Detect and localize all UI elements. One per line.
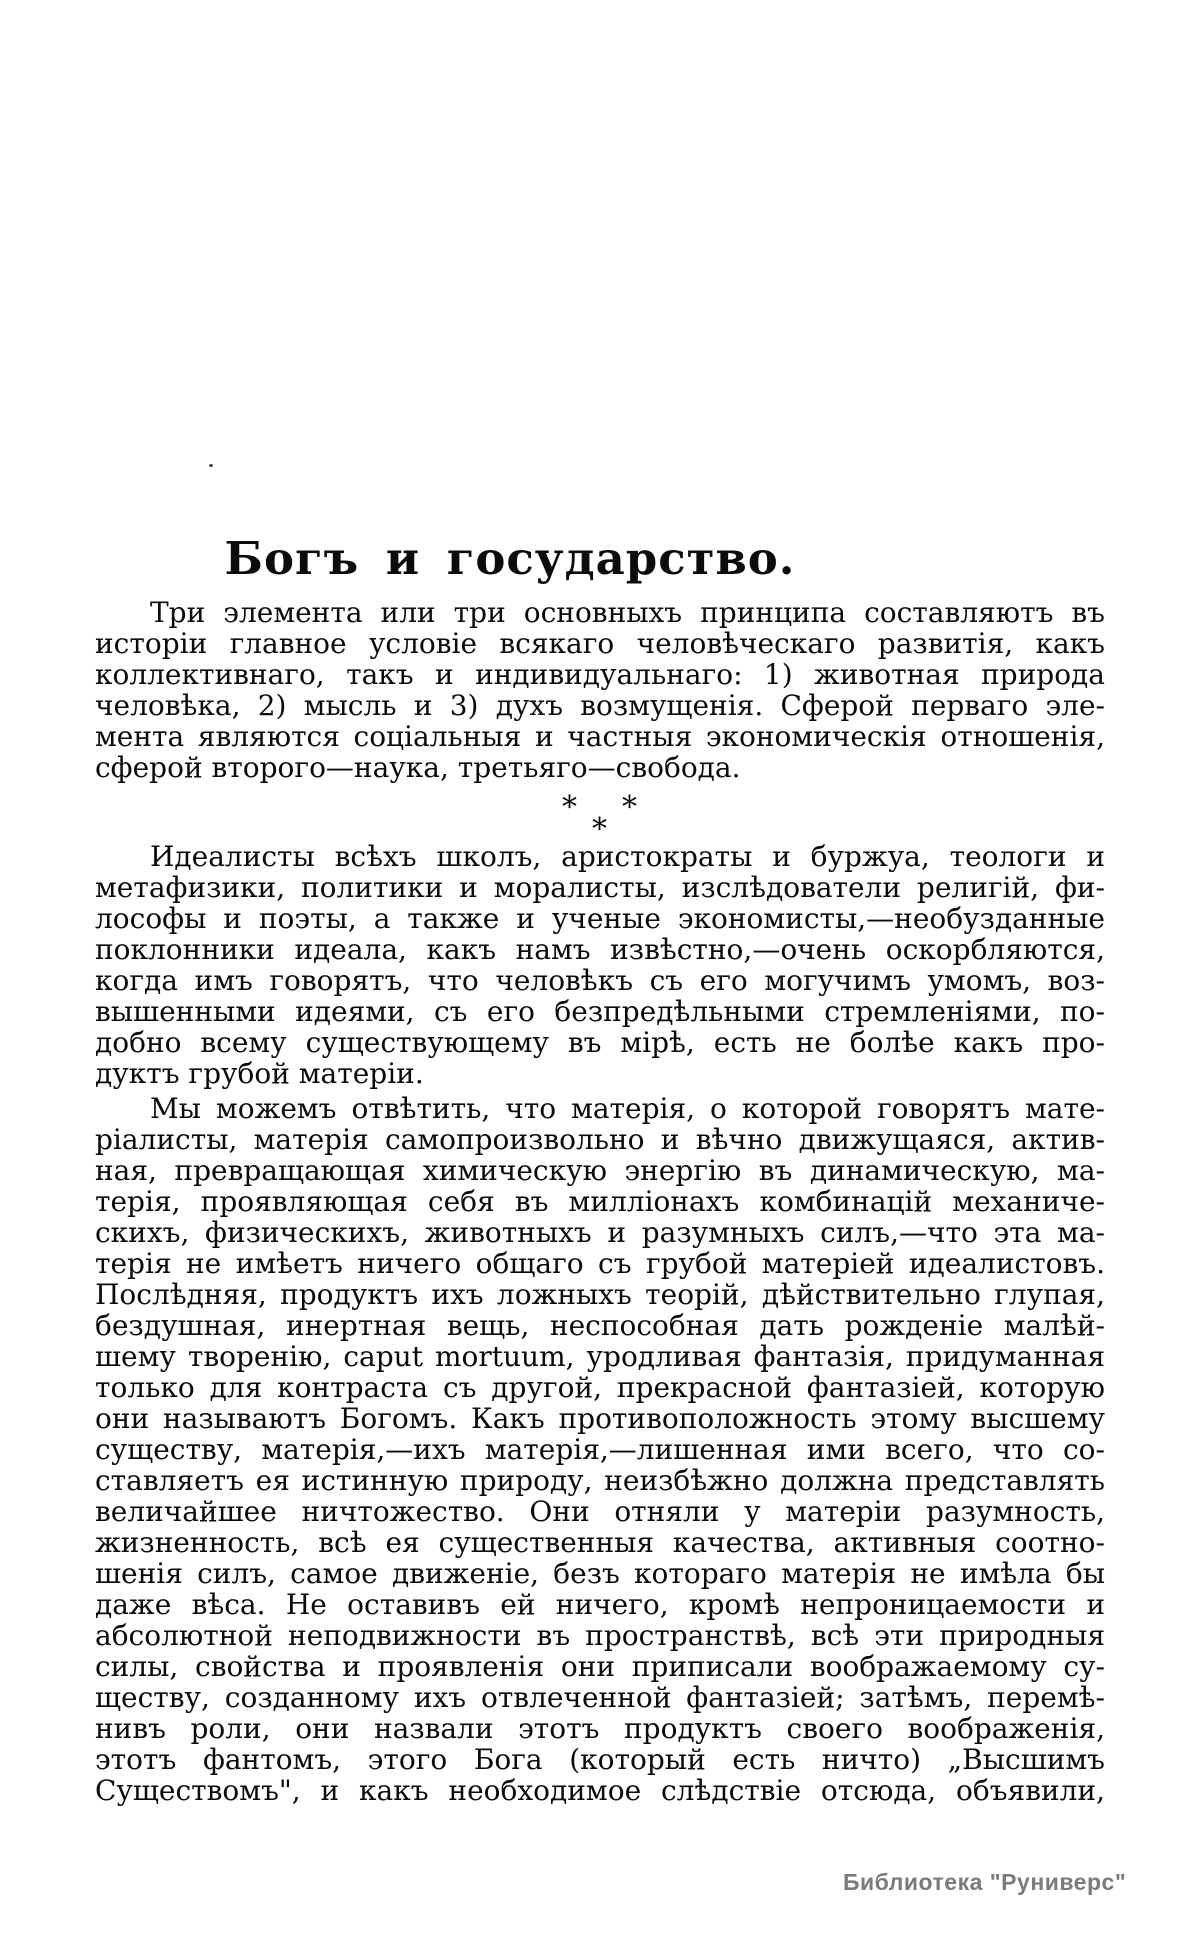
text-line: скихъ, физическихъ, животныхъ и разумныхъ силъ,—что эта ма- <box>95 1216 1105 1249</box>
text-line: терія не имѣетъ ничего общаго съ грубой матеріей идеалистовъ. <box>95 1247 1105 1280</box>
text-line: шему творенію, caput mortuum, уродливая фантазія, придуманная <box>95 1340 1105 1373</box>
page-title: Богъ и государство. <box>224 532 796 586</box>
text-line: терія, проявляющая себя въ милліонахъ комбинацій механиче- <box>95 1185 1105 1218</box>
asterisk-icon: * <box>622 790 637 825</box>
text-line: дуктъ грубой матеріи. <box>95 1057 424 1090</box>
text-line: лософы и поэты, а также и ученые экономисты,—необузданные <box>95 902 1105 935</box>
text-line: добно всему существующему въ мірѣ, есть не болѣе какъ про- <box>95 1026 1105 1059</box>
text-line: Послѣдняя, продуктъ ихъ ложныхъ теорій, дѣйствительно глупая, <box>95 1278 1105 1311</box>
text-line: когда имъ говорятъ, что человѣкъ съ его могучимъ умомъ, воз- <box>95 964 1105 997</box>
watermark-label: Библиотека "Руниверс" <box>843 1869 1127 1895</box>
text-line: бездушная, инертная вещь, неспособная дать рожденіе малѣй- <box>95 1309 1105 1342</box>
text-line: коллективнаго, такъ и индивидуальнаго: 1) животная природа <box>95 658 1105 691</box>
asterisk-icon: * <box>592 812 607 847</box>
text-line: силы, свойства и проявленія они приписали воображаемому су- <box>95 1650 1105 1683</box>
paragraph-1 <box>95 597 1105 783</box>
text-line: Мы можемъ отвѣтить, что матерія, о которой говорятъ мате- <box>150 1092 1105 1125</box>
text-line: этотъ фантомъ, этого Бога (который есть ничто) „Высшимъ <box>95 1743 1105 1776</box>
scan-speck <box>209 464 213 467</box>
text-line: они называютъ Богомъ. Какъ противоположность этому высшему <box>95 1402 1105 1435</box>
text-line: человѣка, 2) мысль и 3) духъ возмущенія. Сферой перваго эле- <box>95 689 1105 722</box>
text-line: ріалисты, матерія самопроизвольно и вѣчно движущаяся, актив- <box>95 1123 1105 1156</box>
text-line: существу, матерія,—ихъ матерія,—лишенная ими всего, что со- <box>95 1433 1105 1466</box>
text-line: даже вѣса. Не оставивъ ей ничего, кромѣ непроницаемости и <box>95 1588 1105 1621</box>
text-line: шенія силъ, самое движеніе, безъ котораго матерія не имѣла бы <box>95 1557 1105 1590</box>
text-line: ная, превращающая химическую энергію въ динамическую, ма- <box>95 1154 1105 1187</box>
text-line: Три элемента или три основныхъ принципа составляютъ въ <box>150 596 1105 629</box>
text-line: вышенными идеями, съ его безпредѣльными стремленіями, по- <box>95 995 1105 1028</box>
text-line: Идеалисты всѣхъ школъ, аристократы и буржуа, теологи и <box>150 840 1105 873</box>
text-line: сферой второго—наука, третьяго—свобода. <box>95 751 741 784</box>
asterisk-icon: * <box>562 790 577 825</box>
text-line: метафизики, политики и моралисты, изслѣдователи религій, фи- <box>95 871 1105 904</box>
text-line: ставляетъ ея истинную природу, неизбѣжно должна представлять <box>95 1464 1105 1497</box>
text-line: величайшее ничтожество. Они отняли у матеріи разумность, <box>95 1495 1105 1528</box>
text-line: нивъ роли, они назвали этотъ продуктъ своего воображенія, <box>95 1712 1105 1745</box>
text-line: абсолютной неподвижности въ пространствѣ, всѣ эти природныя <box>95 1619 1105 1652</box>
text-line: жизненность, всѣ ея существенныя качества, активныя соотно- <box>95 1526 1105 1559</box>
text-line: поклонники идеала, какъ намъ извѣстно,—очень оскорбляются, <box>95 933 1105 966</box>
text-line: мента являются соціальныя и частныя экономическія отношенія, <box>95 720 1105 753</box>
text-line: ществу, созданному ихъ отвлеченной фантазіей; затѣмъ, перемѣ- <box>95 1681 1105 1714</box>
text-line: исторіи главное условіе всякаго человѣческаго развитія, какъ <box>95 627 1105 660</box>
paragraph-3 <box>95 1093 1105 1806</box>
paragraph-2 <box>95 841 1105 1089</box>
text-line: Существомъ", и какъ необходимое слѣдствіе отсюда, объявили, <box>95 1774 1105 1807</box>
text-line: только для контраста съ другой, прекрасной фантазіей, которую <box>95 1371 1105 1404</box>
